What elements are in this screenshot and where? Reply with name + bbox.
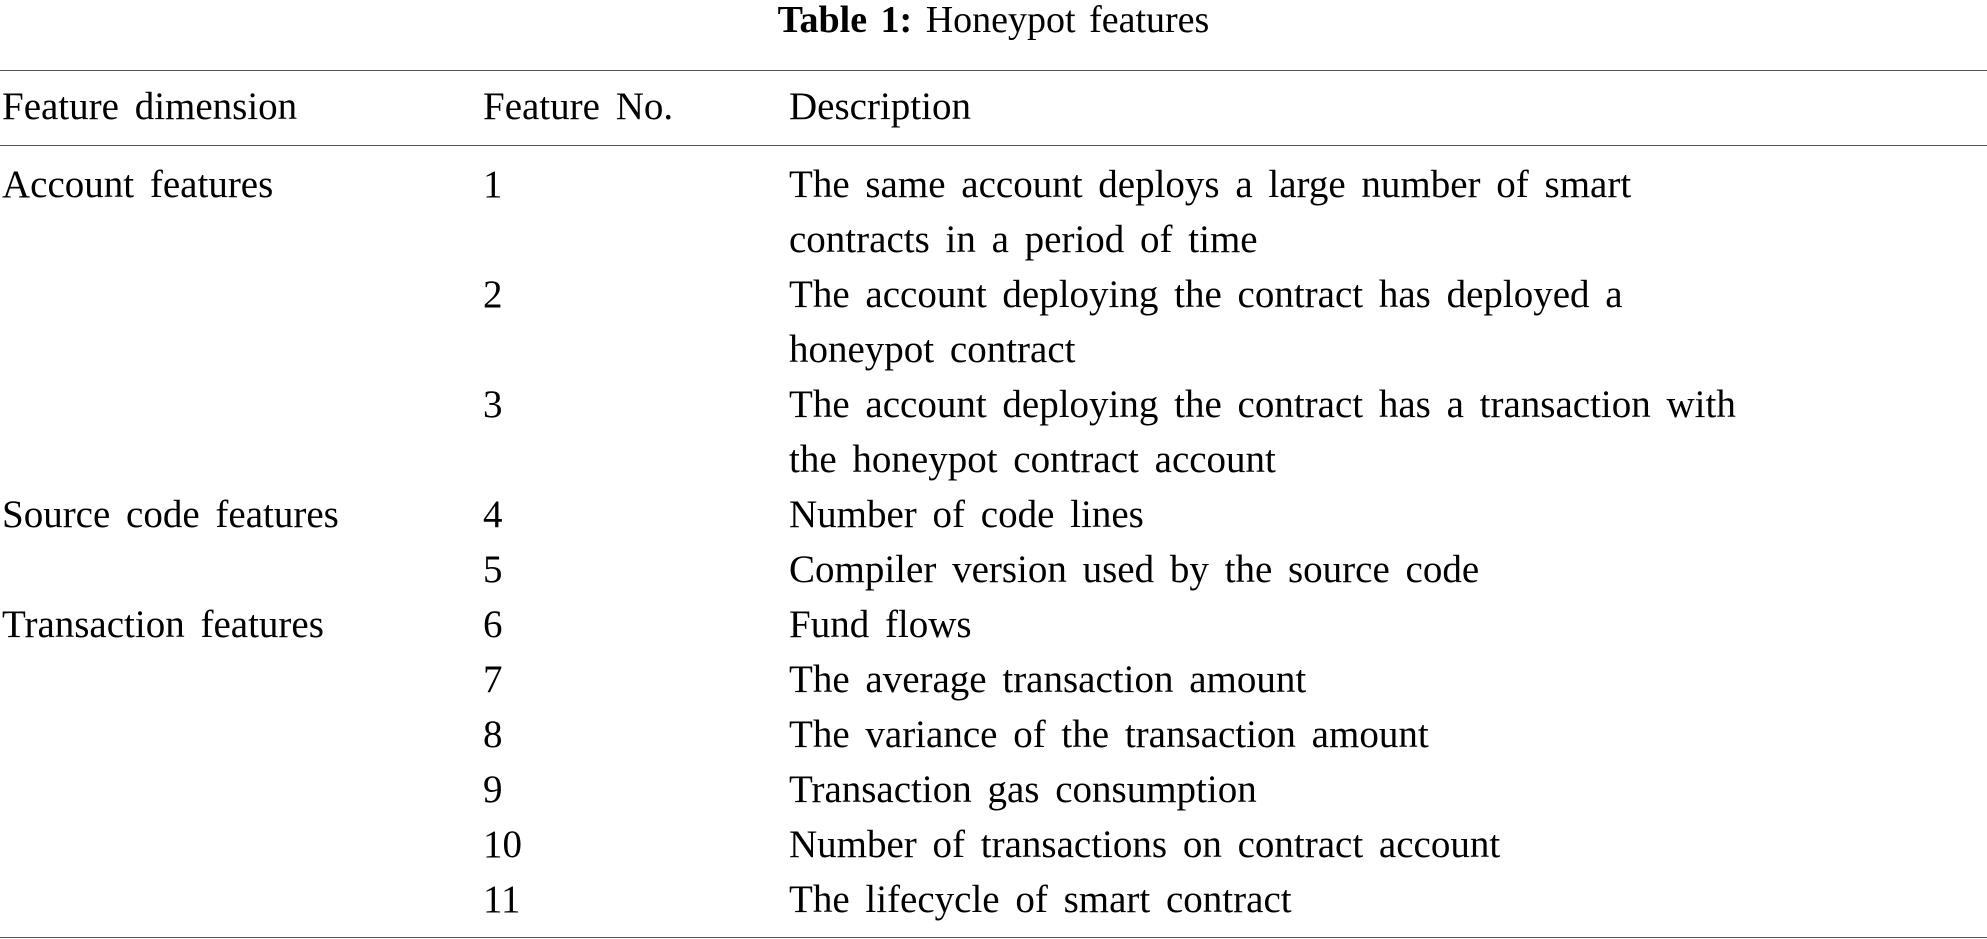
top-rule — [0, 70, 1987, 71]
feature-description-line: honeypot contract — [789, 328, 1076, 371]
header-feature-dimension: Feature dimension — [2, 85, 298, 128]
feature-description-line: Number of transactions on contract account — [789, 823, 1501, 866]
feature-description-line: Transaction gas consumption — [789, 768, 1257, 811]
feature-description-line: The same account deploys a large number of smart — [789, 163, 1632, 206]
feature-number: 8 — [483, 713, 503, 756]
header-rule — [0, 145, 1987, 146]
feature-description-line: The variance of the transaction amount — [789, 713, 1429, 756]
dimension-transaction: Transaction features — [2, 603, 324, 646]
feature-description-line: Compiler version used by the source code — [789, 548, 1480, 591]
header-feature-number: Feature No. — [483, 85, 674, 128]
feature-number: 7 — [483, 658, 503, 701]
caption-label: Table 1: — [777, 0, 913, 41]
feature-number: 9 — [483, 768, 503, 811]
feature-number: 6 — [483, 603, 503, 646]
feature-number: 10 — [483, 823, 522, 866]
feature-number: 1 — [483, 163, 503, 206]
feature-description-line: The lifecycle of smart contract — [789, 878, 1292, 921]
feature-description-line: contracts in a period of time — [789, 218, 1258, 261]
feature-number: 11 — [483, 878, 521, 921]
feature-description-line: The account deploying the contract has deployed a — [789, 273, 1623, 316]
dimension-account: Account features — [2, 163, 274, 206]
bottom-rule — [0, 937, 1987, 938]
feature-description-line: Number of code lines — [789, 493, 1144, 536]
table-caption — [0, 0, 1987, 42]
feature-description-line: The account deploying the contract has a transaction with — [789, 383, 1736, 426]
header-description: Description — [789, 85, 971, 128]
feature-description-line: The average transaction amount — [789, 658, 1307, 701]
feature-number: 3 — [483, 383, 503, 426]
feature-number: 5 — [483, 548, 503, 591]
feature-description-line: the honeypot contract account — [789, 438, 1276, 481]
dimension-source-code: Source code features — [2, 493, 339, 536]
caption-title: Honeypot features — [925, 0, 1210, 41]
feature-number: 4 — [483, 493, 503, 536]
feature-description-line: Fund flows — [789, 603, 972, 646]
feature-number: 2 — [483, 273, 503, 316]
